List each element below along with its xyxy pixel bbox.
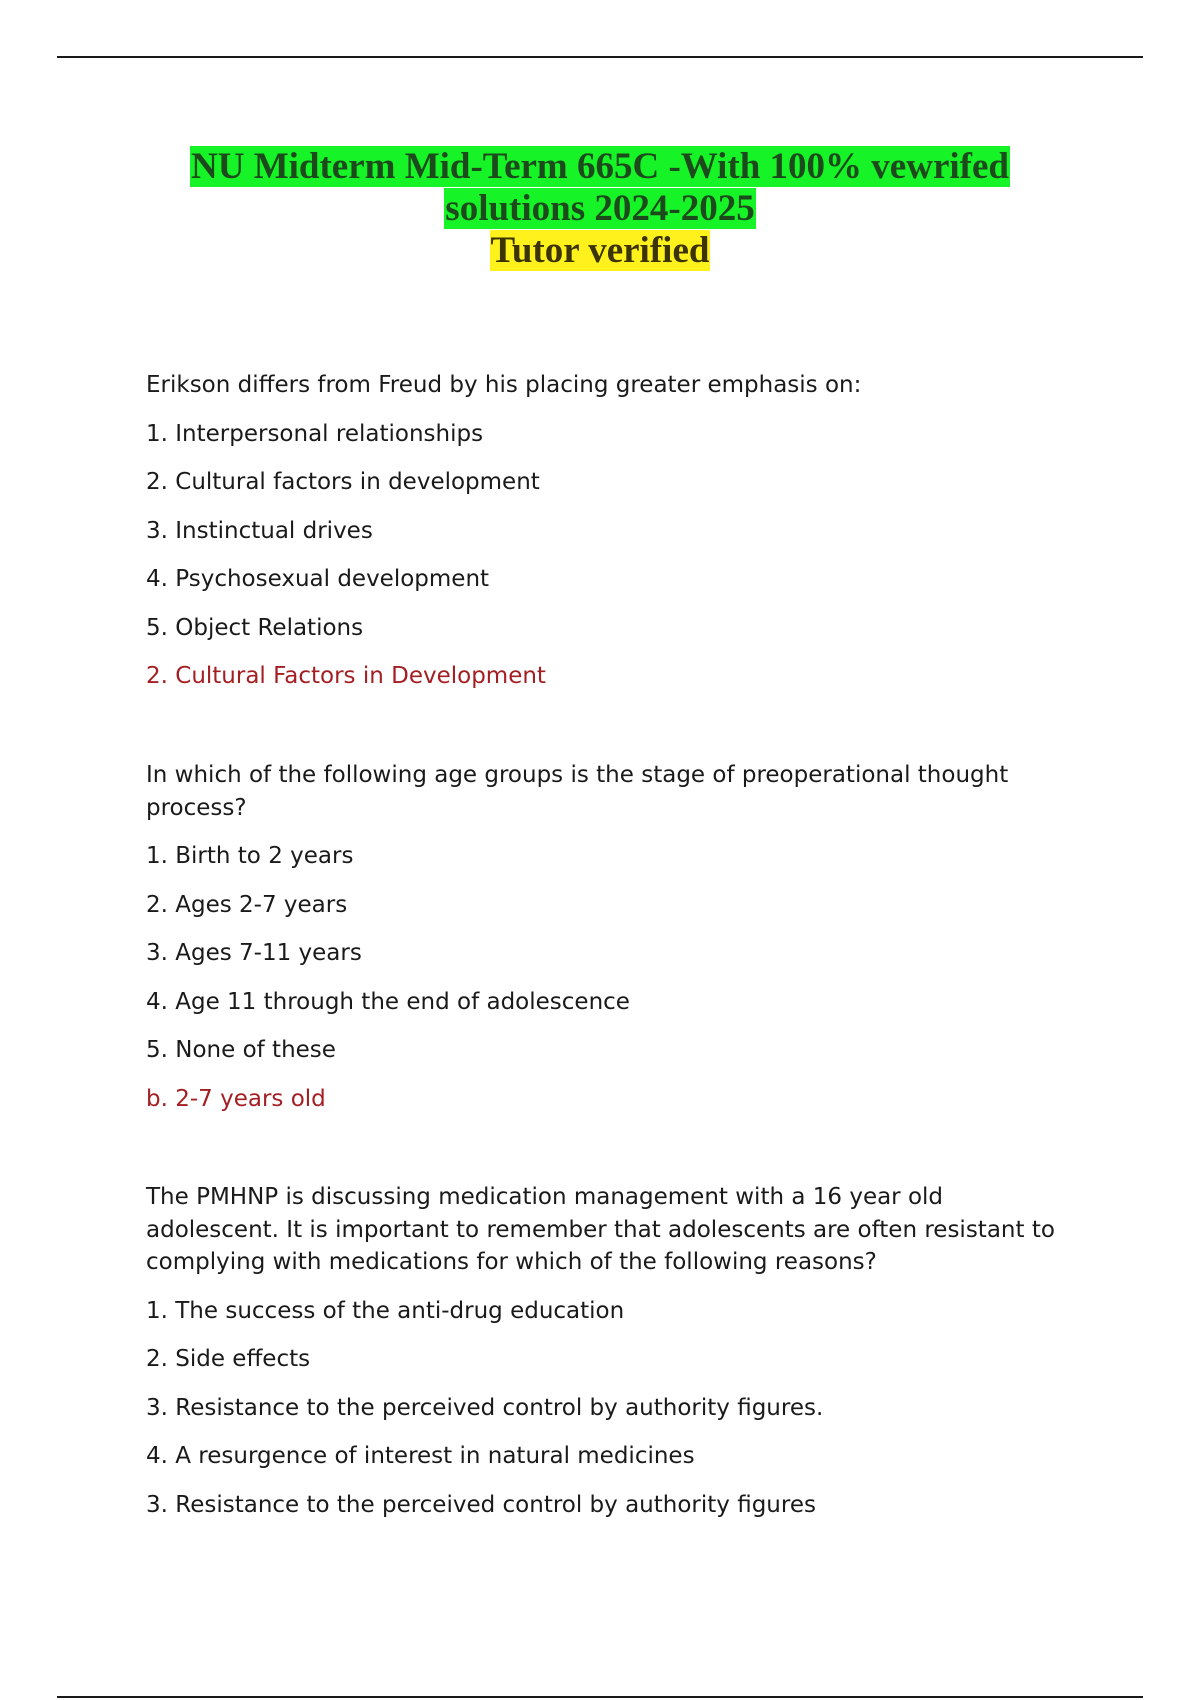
option-item: 5. None of these <box>146 1037 336 1063</box>
option-item: 1. Birth to 2 years <box>146 843 354 869</box>
question-text: The PMHNP is discussing medication management with a 16 year old adolescent. It is important to remember that adolescents are often resistant to complying with medications for which of the following reasons? <box>146 1184 1055 1275</box>
option-item: 3. Resistance to the perceived control by authority figures. <box>146 1394 824 1421</box>
document-title <box>0 146 1200 272</box>
question-block-2 <box>146 759 1066 1115</box>
footer-rule <box>57 1696 1143 1698</box>
question-text: Erikson differs from Freud by his placing greater emphasis on: <box>146 372 862 398</box>
option-item: 2. Side effects <box>146 1346 311 1372</box>
title-line-1: NU Midterm Mid-Term 665C -With 100% vewrifed <box>191 146 1009 187</box>
question-text: In which of the following age groups is the stage of preoperational thought process? <box>146 762 1009 821</box>
option-item: 3. Instinctual drives <box>146 517 373 544</box>
answer-text: 2. Cultural Factors in Development <box>146 663 546 689</box>
option-item: 3. Ages 7-11 years <box>146 940 362 966</box>
option-item: 2. Cultural factors in development <box>146 469 540 495</box>
answer-text: 3. Resistance to the perceived control by authority figures <box>146 1491 816 1518</box>
option-item: 4. A resurgence of interest in natural medicines <box>146 1443 695 1469</box>
option-item: 2. Ages 2-7 years <box>146 891 348 918</box>
option-item: 5. Object Relations <box>146 614 364 641</box>
option-item: 4. Psychosexual development <box>146 566 490 592</box>
option-item: 4. Age 11 through the end of adolescence <box>146 988 630 1015</box>
title-tutor-verified: Tutor verified <box>490 230 710 271</box>
answer-text: b. 2-7 years old <box>146 1085 326 1112</box>
title-line-2: solutions 2024-2025 <box>445 188 755 229</box>
header-rule <box>57 56 1143 58</box>
question-block-3 <box>146 1181 1066 1537</box>
question-block-1 <box>146 369 1066 693</box>
option-item: 1. Interpersonal relationships <box>146 420 484 447</box>
option-item: 1. The success of the anti-drug education <box>146 1297 625 1324</box>
